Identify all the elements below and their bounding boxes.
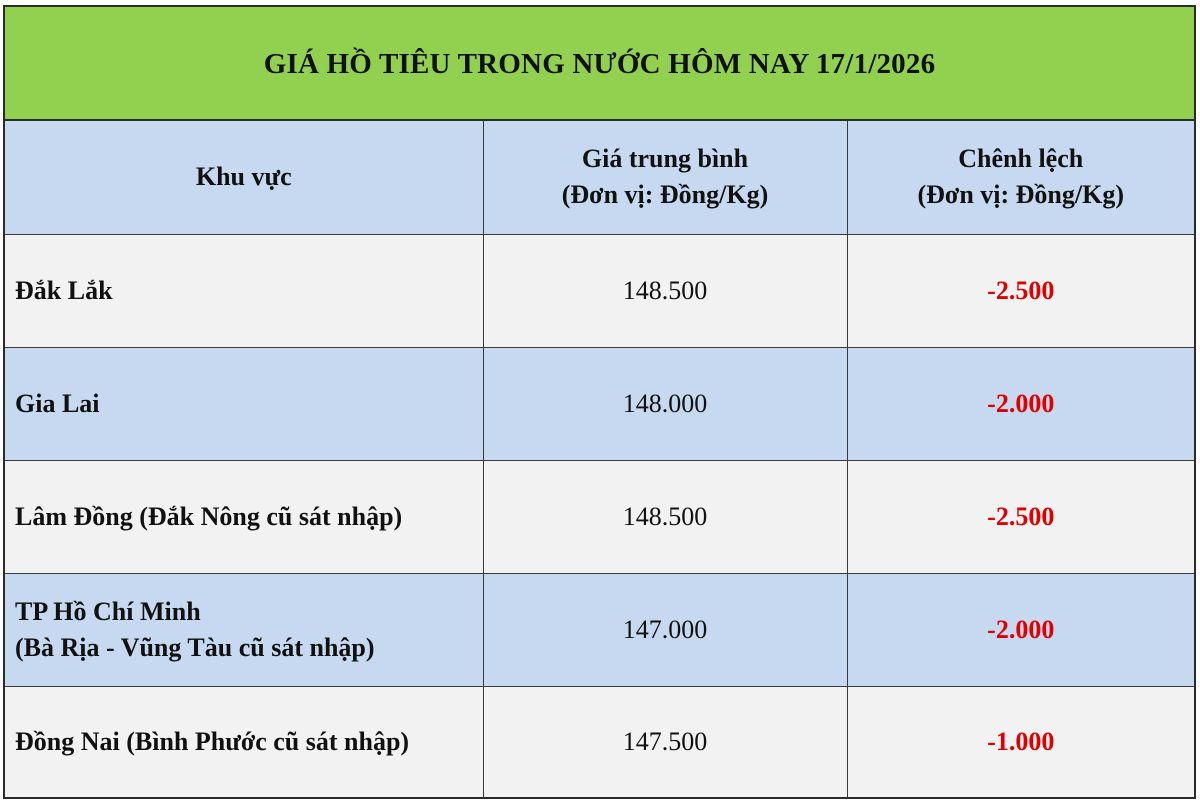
- header-region: [5, 121, 483, 234]
- table-row: [5, 347, 1194, 460]
- region-name: Gia Lai: [15, 388, 100, 418]
- header-region-label: Khu vực: [195, 162, 292, 192]
- avg-price-cell: 148.000: [483, 347, 847, 460]
- table-row: [5, 234, 1194, 347]
- page-title: GIÁ HỒ TIÊU TRONG NƯỚC HÔM NAY 17/1/2026: [263, 47, 936, 80]
- title-band: [5, 7, 1194, 121]
- header-avg-price-label: Giá trung bình: [581, 144, 749, 174]
- header-change-label: Chênh lệch: [958, 144, 1084, 174]
- avg-price-cell: 147.500: [483, 686, 847, 797]
- region-cell: [5, 573, 483, 686]
- header-avg-price: [483, 121, 847, 234]
- price-change-cell: -2.000: [847, 573, 1194, 686]
- table-row: [5, 573, 1194, 686]
- price-change-cell: -2.000: [847, 347, 1194, 460]
- price-sheet: [3, 5, 1196, 799]
- region-name: Đắk Lắk: [15, 275, 113, 305]
- region-cell: [5, 347, 483, 460]
- price-change-cell: -2.500: [847, 460, 1194, 573]
- region-cell: [5, 686, 483, 797]
- region-cell: [5, 460, 483, 573]
- price-change-cell: -2.500: [847, 234, 1194, 347]
- header-row: [5, 121, 1194, 234]
- table-row: [5, 686, 1194, 797]
- region-name: Đồng Nai (Bình Phước cũ sát nhập): [15, 726, 410, 756]
- avg-price-cell: 147.000: [483, 573, 847, 686]
- region-name: TP Hồ Chí Minh: [15, 596, 201, 626]
- avg-price-cell: 148.500: [483, 460, 847, 573]
- table-row: [5, 460, 1194, 573]
- header-change-unit: (Đơn vị: Đồng/Kg): [917, 180, 1124, 210]
- price-table: [5, 121, 1194, 797]
- price-change-cell: -1.000: [847, 686, 1194, 797]
- header-change: [847, 121, 1194, 234]
- region-note: (Bà Rịa - Vũng Tàu cũ sát nhập): [15, 632, 375, 662]
- header-avg-price-unit: (Đơn vị: Đồng/Kg): [561, 180, 769, 210]
- region-cell: [5, 234, 483, 347]
- region-name: Lâm Đồng (Đắk Nông cũ sát nhập): [15, 501, 403, 531]
- avg-price-cell: 148.500: [483, 234, 847, 347]
